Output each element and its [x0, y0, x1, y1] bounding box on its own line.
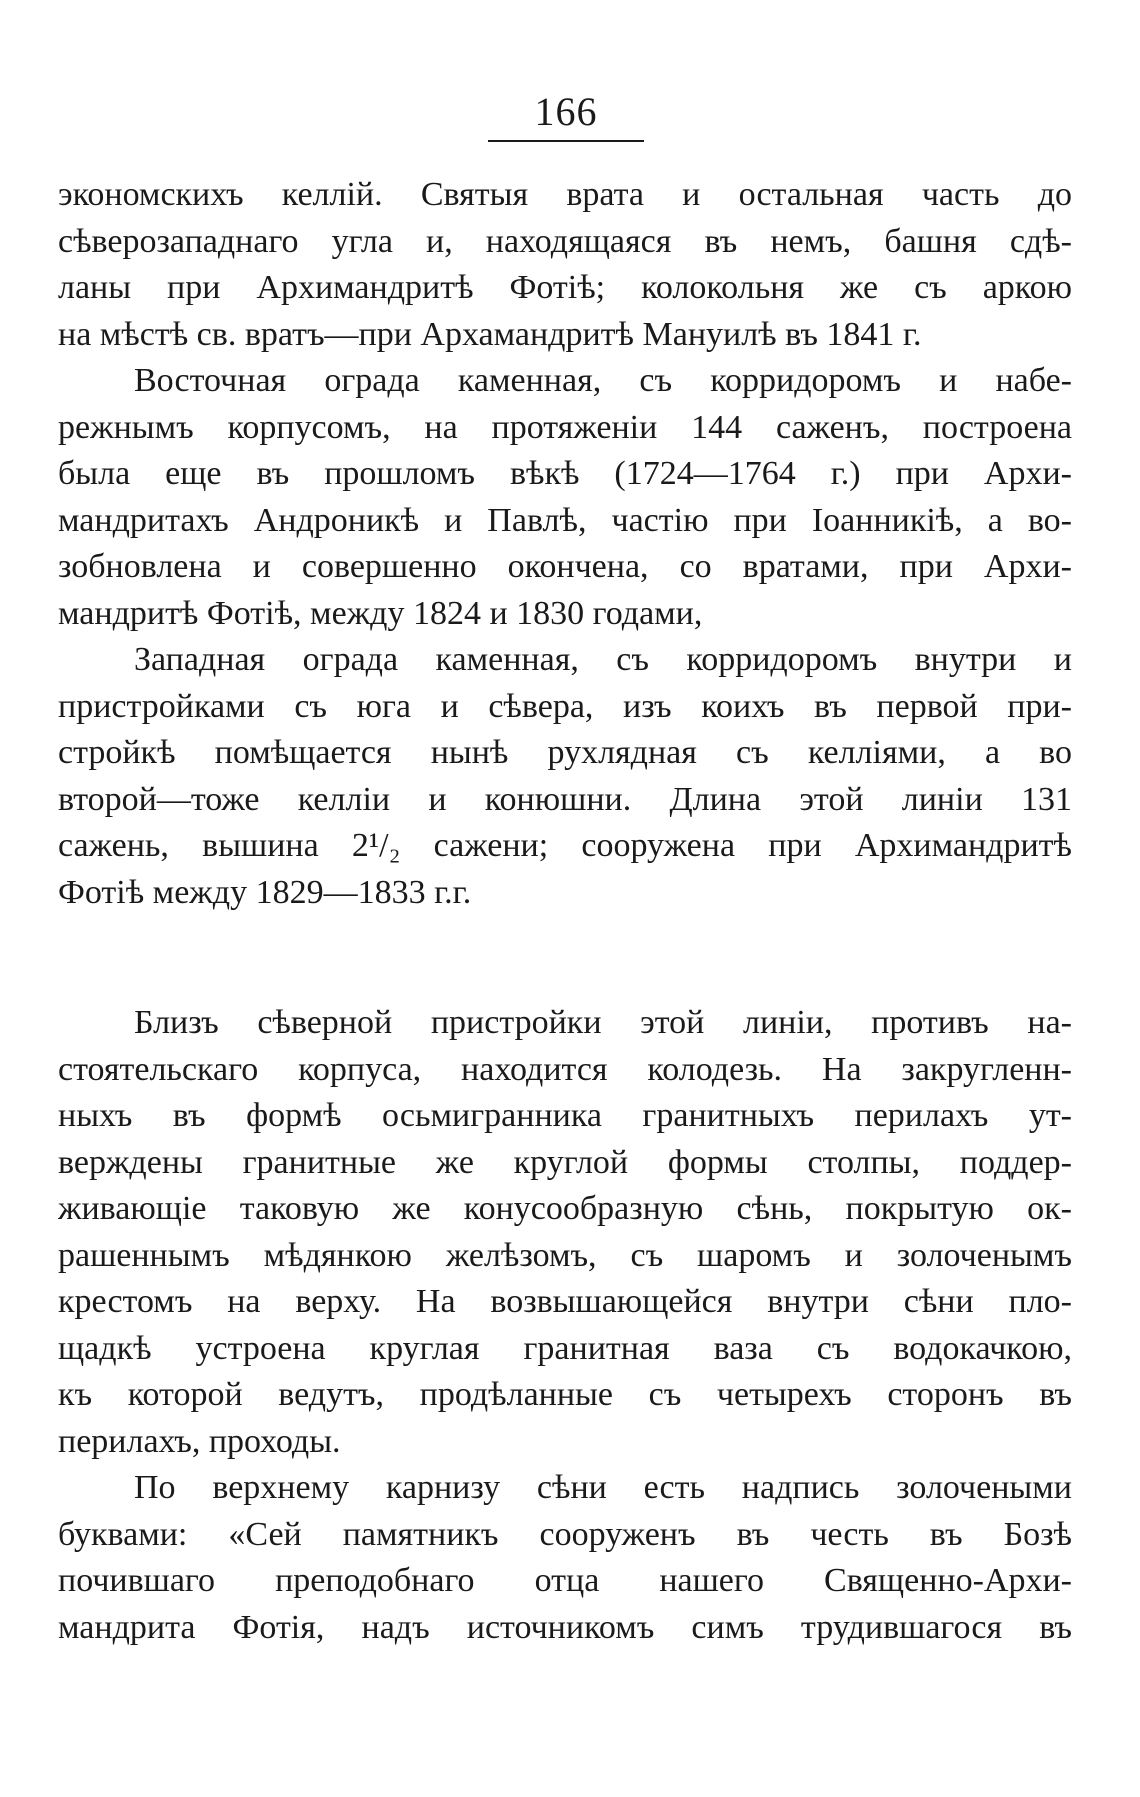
text-line: По верхнему карнизу сѣни есть надпись золочеными [134, 1469, 1072, 1506]
text-line: мандритѣ Фотіѣ, между 1824 и 1830 годами, [58, 594, 703, 632]
text-line: къ которой ведутъ, продѣланные съ четырехъ сторонъ въ [58, 1376, 1072, 1413]
text-line: Фотіѣ между 1829—1833 г.г. [58, 873, 472, 911]
text-line: сѣверозападнаго угла и, находящаяся въ немъ, башня сдѣ- [58, 222, 1072, 260]
text-block-upper [58, 172, 1072, 916]
text-line: мандритахъ Андроникѣ и Павлѣ, частію при Іоанникіѣ, а во- [58, 501, 1072, 539]
text-line: щадкѣ устроена круглая гранитная ваза съ водокачкою, [58, 1329, 1072, 1367]
text-line: буквами: «Сей памятникъ сооруженъ въ честь въ Бозѣ [58, 1515, 1072, 1553]
text-line: сажень, вышина 2¹/₂ сажени; сооружена при Архимандритѣ [58, 827, 1072, 864]
text-line: ныхъ въ формѣ осьмигранника гранитныхъ перилахъ ут- [58, 1097, 1072, 1134]
text-line: перилахъ, проходы. [58, 1422, 341, 1460]
text-line: Восточная ограда каменная, съ корридоромъ и набе- [134, 362, 1072, 399]
text-line: стоятельскаго корпуса, находится колодезь. На закругленн- [58, 1050, 1072, 1088]
text-line: ланы при Архимандритѣ Фотіѣ; колокольня же съ аркою [58, 269, 1072, 306]
text-line: крестомъ на верху. На возвышающейся внутри сѣни пло- [58, 1283, 1072, 1320]
text-line: Западная ограда каменная, съ корридоромъ внутри и [134, 641, 1072, 678]
text-line: стройкѣ помѣщается нынѣ рухлядная съ келліями, а во [58, 734, 1072, 771]
text-block-lower [58, 1000, 1072, 1651]
text-line: экономскихъ келлій. Святыя врата и остальная часть до [58, 176, 1072, 213]
text-line: пристройками съ юга и сѣвера, изъ коихъ въ первой при- [58, 687, 1072, 725]
text-line: зобновлена и совершенно окончена, со вратами, при Архи- [58, 548, 1072, 585]
text-line: верждены гранитные же круглой формы столпы, поддер- [58, 1143, 1072, 1181]
page-number: 166 [534, 89, 598, 134]
text-line: была еще въ прошломъ вѣкѣ (1724—1764 г.) при Архи- [58, 455, 1072, 492]
text-line: Близъ сѣверной пристройки этой линіи, противъ на- [134, 1004, 1072, 1041]
page-number-rule [488, 140, 644, 142]
text-line: режнымъ корпусомъ, на протяженіи 144 саженъ, построена [58, 408, 1072, 446]
text-line: на мѣстѣ св. вратъ—при Архамандритѣ Мануилѣ въ 1841 г. [58, 315, 922, 353]
text-line: второй—тоже келліи и конюшни. Длина этой линіи 131 [58, 780, 1072, 818]
page-header [488, 88, 644, 142]
text-line: рашеннымъ мѣдянкою желѣзомъ, съ шаромъ и золоченымъ [58, 1236, 1072, 1274]
text-line: живающіе таковую же конусообразную сѣнь, покрытую ок- [58, 1190, 1072, 1227]
text-line: почившаго преподобнаго отца нашего Священно-Архи- [58, 1562, 1072, 1599]
text-line: мандрита Фотія, надъ источникомъ симъ трудившагося въ [58, 1608, 1072, 1646]
